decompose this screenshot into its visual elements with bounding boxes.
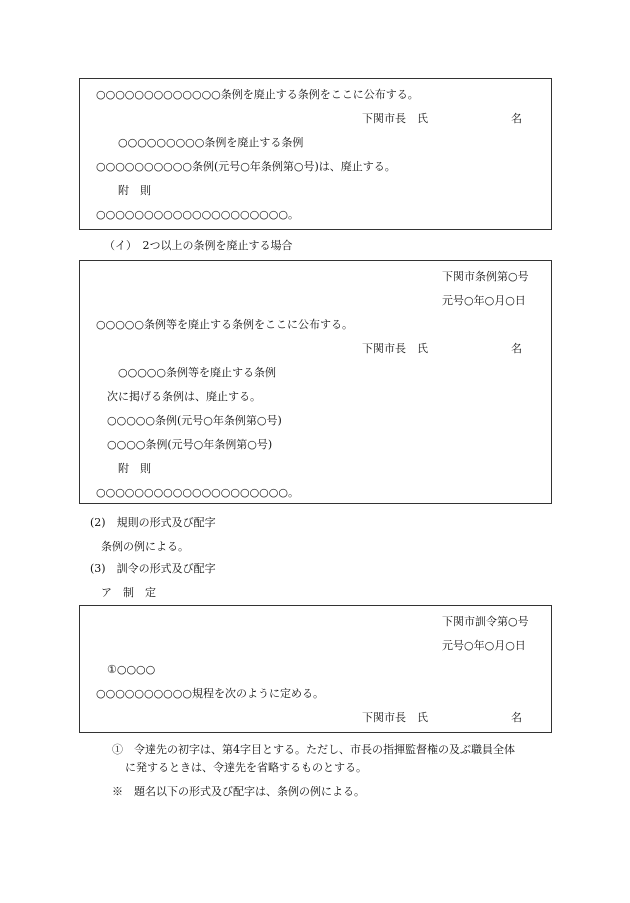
ordinance-lead: 次に掲げる条例は、廃止する。 — [107, 390, 261, 403]
section-2-body: 条例の例による。 — [101, 540, 189, 553]
note-1-line-1: ① 令達先の初字は、第4字目とする。ただし、市長の指揮監督権の及ぶ職員全体 — [112, 743, 515, 756]
directive-body: ○○○○○○○○○○規程を次のように定める。 — [96, 687, 324, 700]
note-1-line-2: に発するときは、令達先を省略するものとする。 — [125, 761, 367, 774]
directive-number: 下関市訓令第○号 — [442, 615, 529, 628]
mayor-label: 下関市長 氏 — [362, 711, 428, 724]
section-2-heading: (2) 規則の形式及び配字 — [90, 516, 216, 529]
case-i-heading: （イ） 2つ以上の条例を廃止する場合 — [104, 239, 293, 252]
supplementary-heading: 附 則 — [118, 462, 151, 475]
section-3-heading: (3) 訓令の形式及び配字 — [90, 562, 216, 575]
promulgation-text: ○○○○○○○○○○○○○条例を廃止する条例をここに公布する。 — [96, 88, 419, 101]
mayor-name-suffix: 名 — [511, 342, 522, 355]
ordinance-title: ○○○○○条例等を廃止する条例 — [118, 366, 276, 379]
ordinance-date: 元号○年○月○日 — [442, 294, 526, 307]
promulgation-text: ○○○○○条例等を廃止する条例をここに公布する。 — [96, 318, 353, 331]
mayor-label: 下関市長 氏 — [362, 342, 428, 355]
ordinance-item-2: ○○○○条例(元号○年条例第○号) — [107, 438, 273, 451]
supplementary-heading: 附 則 — [118, 184, 151, 197]
supplementary-body: ○○○○○○○○○○○○○○○○○○○○。 — [96, 208, 299, 221]
ordinance-body: ○○○○○○○○○○条例(元号○年条例第○号)は、廃止する。 — [96, 160, 396, 173]
ordinance-title: ○○○○○○○○○条例を廃止する条例 — [118, 136, 304, 149]
subsection-a-heading: ア 制 定 — [101, 586, 156, 599]
mayor-label: 下関市長 氏 — [362, 112, 428, 125]
mayor-name-suffix: 名 — [511, 112, 522, 125]
ordinance-number: 下関市条例第○号 — [442, 270, 529, 283]
note-2: ※ 題名以下の形式及び配字は、条例の例による。 — [112, 785, 365, 798]
mayor-name-suffix: 名 — [511, 711, 522, 724]
ordinance-item-1: ○○○○○条例(元号○年条例第○号) — [107, 414, 282, 427]
supplementary-body: ○○○○○○○○○○○○○○○○○○○○。 — [96, 486, 299, 499]
directive-addressee: ①○○○○ — [107, 663, 156, 676]
directive-date: 元号○年○月○日 — [442, 639, 526, 652]
